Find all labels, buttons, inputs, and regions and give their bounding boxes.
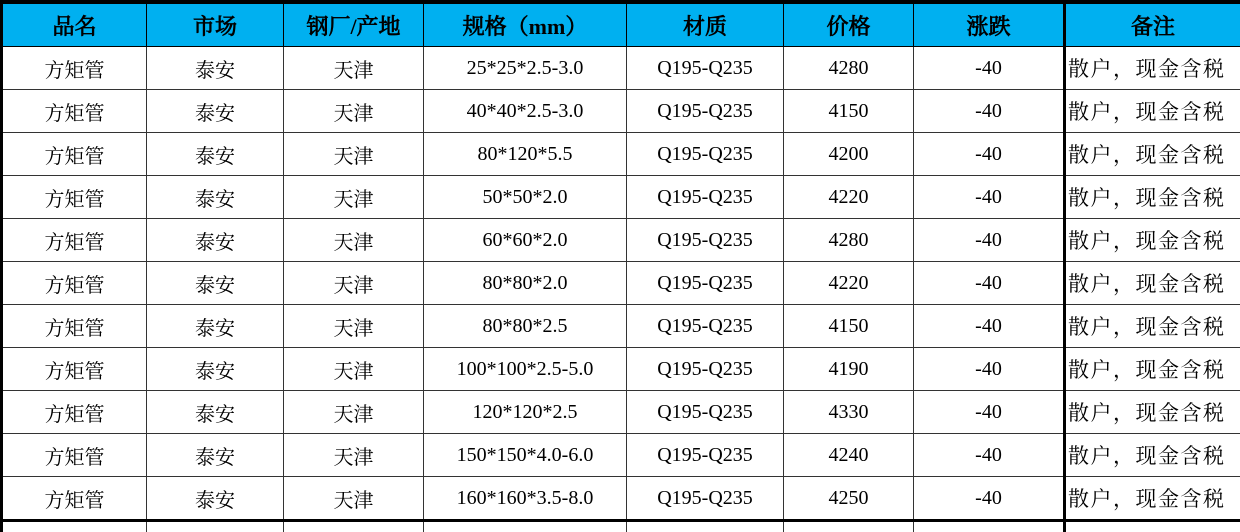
header-cell-spec: 规格（mm） <box>424 2 627 47</box>
cell-product: 方矩管 <box>2 434 147 477</box>
cell-market: 泰安 <box>147 434 284 477</box>
cell-product: 方矩管 <box>2 47 147 90</box>
cutoff-cell-product <box>2 521 147 532</box>
header-cell-material: 材质 <box>627 2 784 47</box>
table-row <box>2 305 1240 348</box>
cell-mill: 天津 <box>284 90 424 133</box>
table-row <box>2 434 1240 477</box>
cell-remark: 散户，现金含税 <box>1065 47 1240 90</box>
cell-remark: 散户，现金含税 <box>1065 176 1240 219</box>
cell-product: 方矩管 <box>2 348 147 391</box>
cell-material: Q195-Q235 <box>627 477 784 521</box>
cell-mill: 天津 <box>284 47 424 90</box>
cell-mill: 天津 <box>284 305 424 348</box>
table-row <box>2 133 1240 176</box>
table-row <box>2 47 1240 90</box>
cell-remark: 散户，现金含税 <box>1065 348 1240 391</box>
cell-remark: 散户，现金含税 <box>1065 477 1240 521</box>
cell-spec: 25*25*2.5-3.0 <box>424 47 627 90</box>
cell-mill: 天津 <box>284 262 424 305</box>
cell-market: 泰安 <box>147 133 284 176</box>
cell-product: 方矩管 <box>2 305 147 348</box>
cell-mill: 天津 <box>284 176 424 219</box>
cell-mill: 天津 <box>284 133 424 176</box>
cell-material: Q195-Q235 <box>627 219 784 262</box>
cell-remark: 散户，现金含税 <box>1065 305 1240 348</box>
cell-mill: 天津 <box>284 348 424 391</box>
cell-product: 方矩管 <box>2 477 147 521</box>
cell-product: 方矩管 <box>2 133 147 176</box>
cell-market: 泰安 <box>147 219 284 262</box>
cell-spec: 160*160*3.5-8.0 <box>424 477 627 521</box>
cell-mill: 天津 <box>284 391 424 434</box>
cutoff-row <box>2 521 1240 532</box>
cell-material: Q195-Q235 <box>627 176 784 219</box>
cell-market: 泰安 <box>147 477 284 521</box>
cell-price: 4220 <box>784 262 914 305</box>
cell-price: 4280 <box>784 47 914 90</box>
cell-remark: 散户，现金含税 <box>1065 391 1240 434</box>
table-row <box>2 219 1240 262</box>
cell-spec: 40*40*2.5-3.0 <box>424 90 627 133</box>
cell-remark: 散户，现金含税 <box>1065 434 1240 477</box>
header-cell-product: 品名 <box>2 2 147 47</box>
header-cell-change: 涨跌 <box>914 2 1065 47</box>
cell-material: Q195-Q235 <box>627 90 784 133</box>
cell-remark: 散户，现金含税 <box>1065 262 1240 305</box>
cell-spec: 60*60*2.0 <box>424 219 627 262</box>
cell-product: 方矩管 <box>2 176 147 219</box>
header-cell-market: 市场 <box>147 2 284 47</box>
cell-market: 泰安 <box>147 47 284 90</box>
cell-remark: 散户，现金含税 <box>1065 133 1240 176</box>
cell-market: 泰安 <box>147 305 284 348</box>
cell-price: 4190 <box>784 348 914 391</box>
cell-change: -40 <box>914 477 1065 521</box>
cell-product: 方矩管 <box>2 391 147 434</box>
cell-market: 泰安 <box>147 90 284 133</box>
cutoff-cell-remark <box>1065 521 1240 532</box>
cell-material: Q195-Q235 <box>627 47 784 90</box>
cell-market: 泰安 <box>147 391 284 434</box>
cell-price: 4150 <box>784 90 914 133</box>
cell-spec: 80*80*2.0 <box>424 262 627 305</box>
cell-price: 4150 <box>784 305 914 348</box>
cell-mill: 天津 <box>284 434 424 477</box>
cell-spec: 120*120*2.5 <box>424 391 627 434</box>
cell-change: -40 <box>914 133 1065 176</box>
cell-change: -40 <box>914 348 1065 391</box>
cell-change: -40 <box>914 90 1065 133</box>
cell-change: -40 <box>914 262 1065 305</box>
header-cell-remark: 备注 <box>1065 2 1240 47</box>
cell-spec: 100*100*2.5-5.0 <box>424 348 627 391</box>
cell-remark: 散户，现金含税 <box>1065 90 1240 133</box>
cell-material: Q195-Q235 <box>627 305 784 348</box>
cell-material: Q195-Q235 <box>627 434 784 477</box>
cell-price: 4200 <box>784 133 914 176</box>
cell-change: -40 <box>914 305 1065 348</box>
cutoff-cell-spec <box>424 521 627 532</box>
table-row <box>2 262 1240 305</box>
cutoff-cell-material <box>627 521 784 532</box>
table-row <box>2 90 1240 133</box>
header-row <box>2 2 1240 47</box>
cell-market: 泰安 <box>147 348 284 391</box>
header-cell-price: 价格 <box>784 2 914 47</box>
cell-remark: 散户，现金含税 <box>1065 219 1240 262</box>
cell-product: 方矩管 <box>2 219 147 262</box>
table-row <box>2 176 1240 219</box>
cell-spec: 50*50*2.0 <box>424 176 627 219</box>
cell-price: 4280 <box>784 219 914 262</box>
cell-material: Q195-Q235 <box>627 391 784 434</box>
cell-change: -40 <box>914 176 1065 219</box>
cell-market: 泰安 <box>147 176 284 219</box>
cutoff-cell-mill <box>284 521 424 532</box>
table-row <box>2 391 1240 434</box>
cutoff-cell-price <box>784 521 914 532</box>
cell-product: 方矩管 <box>2 262 147 305</box>
cell-mill: 天津 <box>284 477 424 521</box>
header-cell-mill: 钢厂/产地 <box>284 2 424 47</box>
table-row <box>2 477 1240 521</box>
cell-change: -40 <box>914 219 1065 262</box>
table-body <box>2 47 1240 532</box>
cell-market: 泰安 <box>147 262 284 305</box>
cell-spec: 150*150*4.0-6.0 <box>424 434 627 477</box>
cell-material: Q195-Q235 <box>627 133 784 176</box>
cell-change: -40 <box>914 391 1065 434</box>
cell-change: -40 <box>914 47 1065 90</box>
cell-product: 方矩管 <box>2 90 147 133</box>
cutoff-cell-change <box>914 521 1065 532</box>
cell-spec: 80*120*5.5 <box>424 133 627 176</box>
cell-change: -40 <box>914 434 1065 477</box>
cell-mill: 天津 <box>284 219 424 262</box>
cutoff-cell-market <box>147 521 284 532</box>
cell-price: 4240 <box>784 434 914 477</box>
cell-material: Q195-Q235 <box>627 348 784 391</box>
cell-material: Q195-Q235 <box>627 262 784 305</box>
cell-spec: 80*80*2.5 <box>424 305 627 348</box>
cell-price: 4330 <box>784 391 914 434</box>
table-row <box>2 348 1240 391</box>
cell-price: 4220 <box>784 176 914 219</box>
cell-price: 4250 <box>784 477 914 521</box>
